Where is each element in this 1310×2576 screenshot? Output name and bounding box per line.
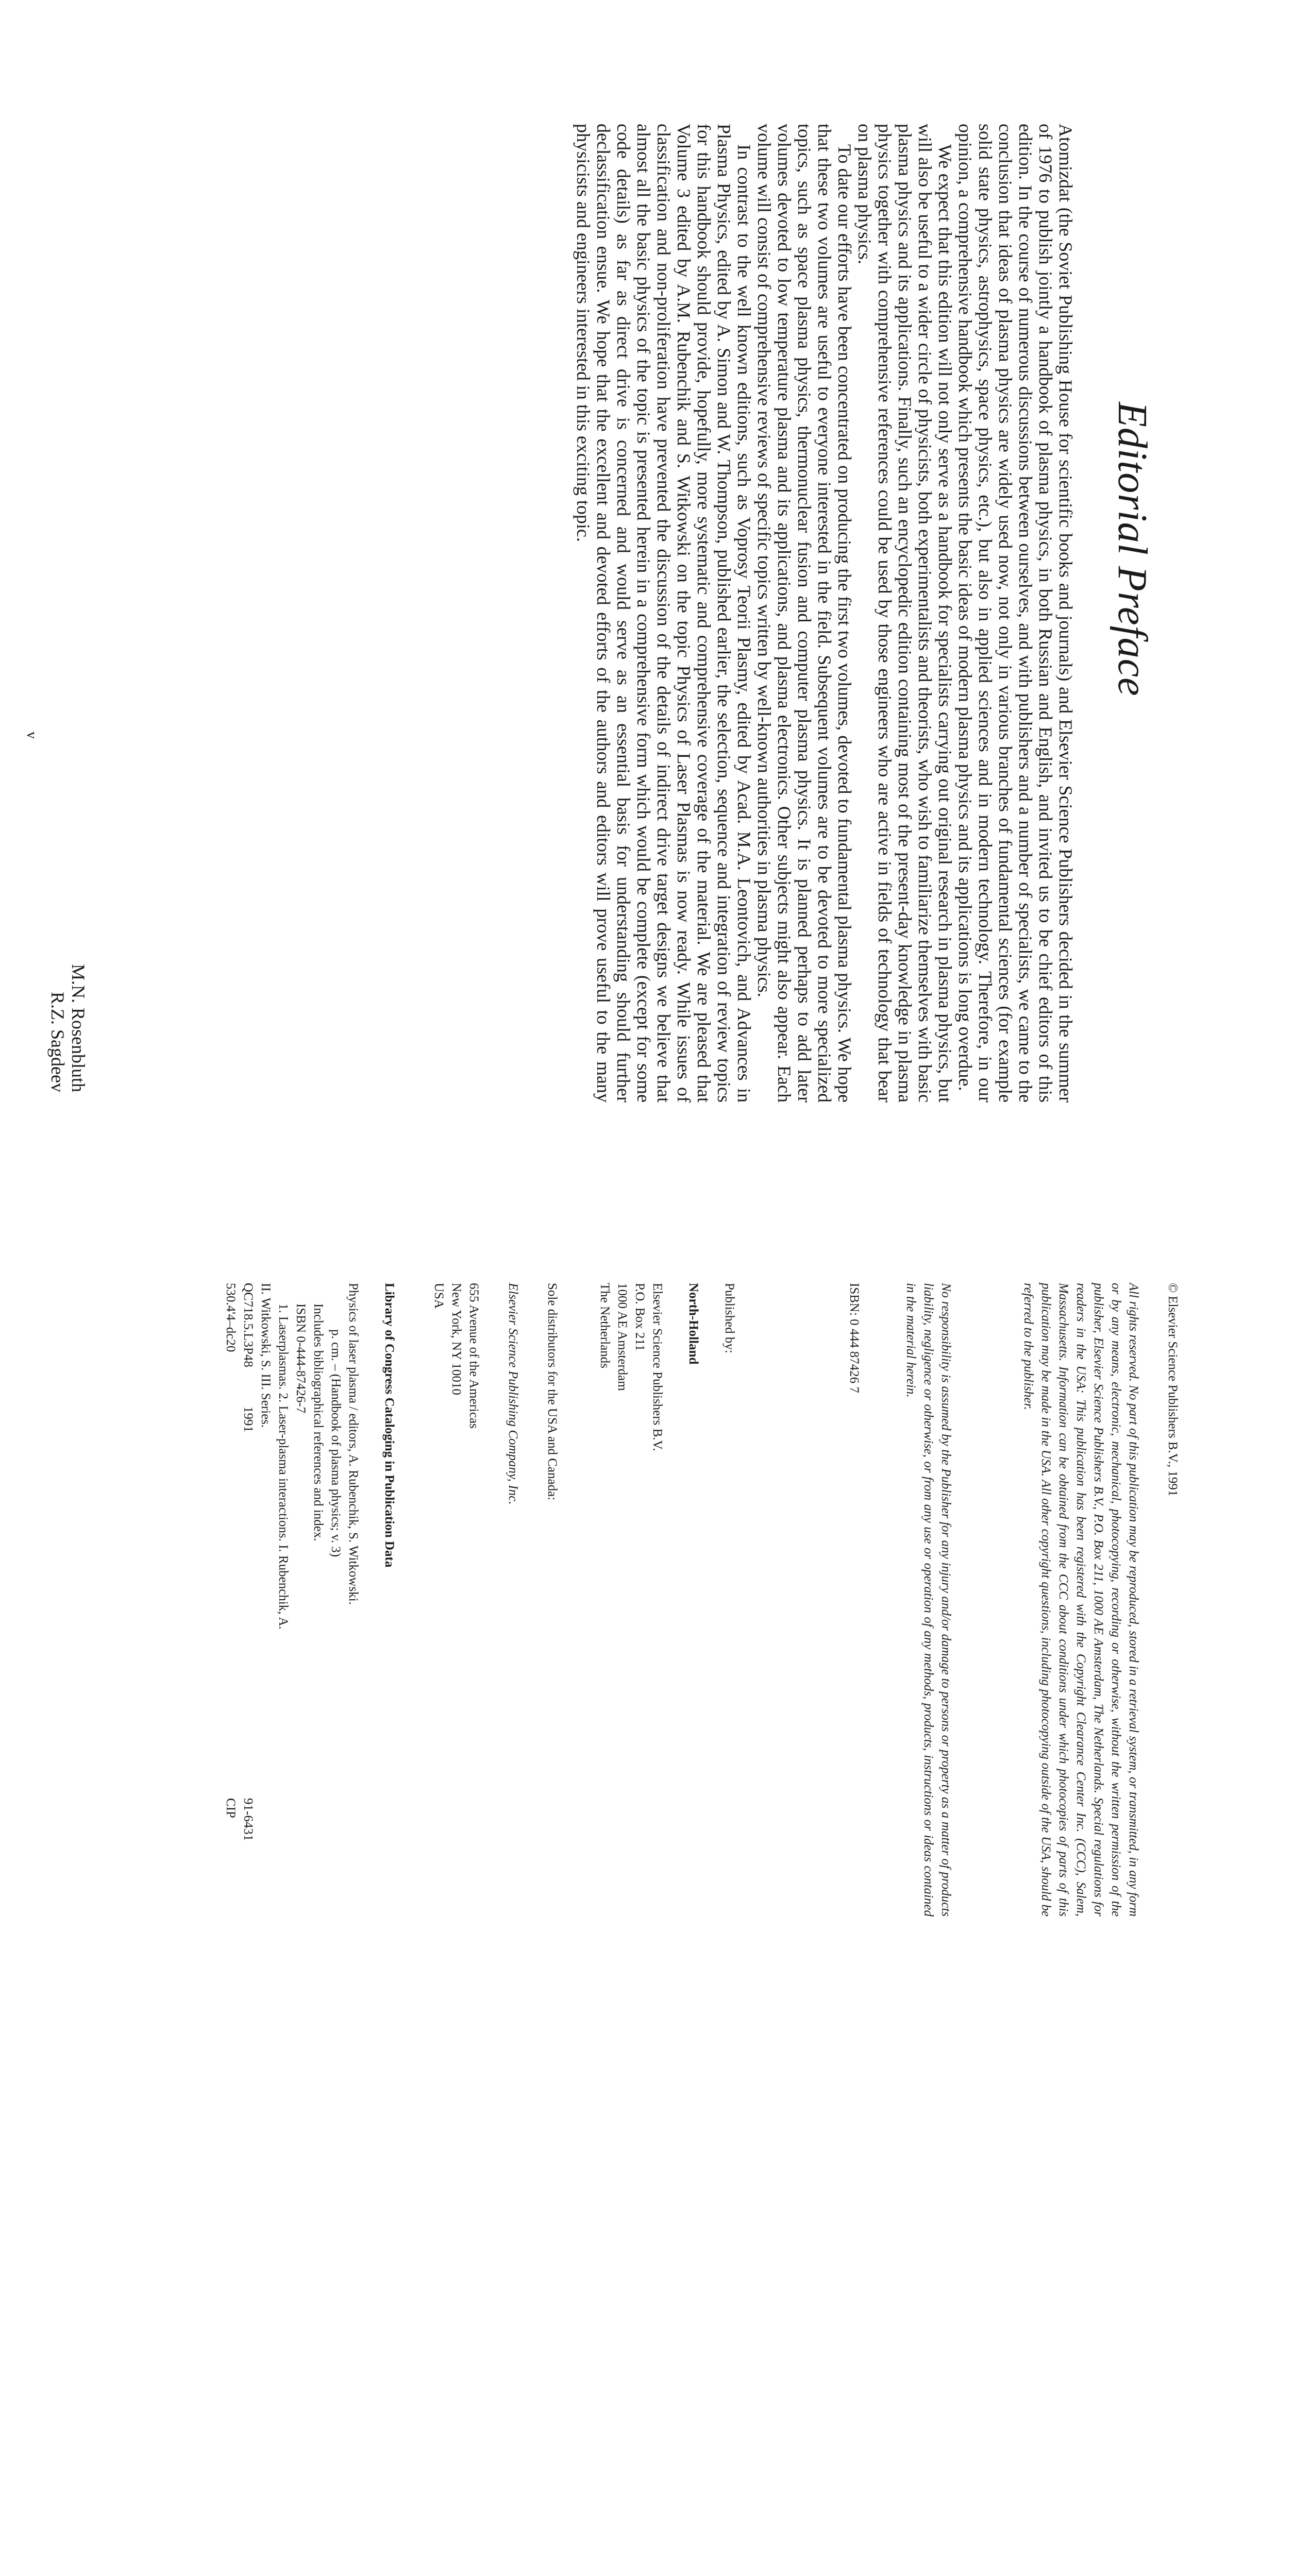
- address-line: P.O. Box 211: [633, 1283, 647, 1351]
- rights-statement: All rights reserved. No part of this publication may be reproduced, stored in a retrieval system, or transmitted, in any form or by any means, electronic, mechanical, photocopying, recording or otherwise, without the written permission of the publisher, Elsevier Science Publishers B.V., P.O. Box 211, 1000 AE Amsterdam, The Netherlands. Special regulations for readers in the USA: This publication has been registered with the Copyright Clearance Center Inc. (CCC), Salem, Massachusetts. Information can be obtained from the CCC about conditions under which photocopies of parts of this publication may be made in the USA. All other copyright questions, including photocopying outside of the USA, should be referred to the publisher.: [1021, 1283, 1140, 1917]
- preface-paragraph: We expect that this edition will not only serve as a handbook for specialists carrying out original research in plasma physics, but will also be useful to a wider circle of physicists, both experimentalists and theorists, who wish to familiarize themselves with basic plasma physics and its applications. Finally, such an encyclopedic edition containing most of the present-day knowledge in plasma physics together with comprehensive references could be used by those engineers who are active in fields of technology that bear on plasma physics.: [854, 124, 955, 1103]
- preface-paragraph: To date our efforts have been concentrated on producing the first two volumes, devoted to fundamental plasma physics. We hope that these two volumes are useful to everyone interested in the field. Subsequent volumes are to be devoted to more specialized topics, such as space plasma physics, thermonuclear fusion and computer plasma physics. It is planned perhaps to add later volumes devoted to low temperature plasma and its applications, and plasma electronics. Other subjects might also appear. Each volume will consist of comprehensive reviews of specific topics written by well-known authorities in plasma physics.: [754, 124, 855, 1103]
- cataloging-line: Physics of laser plasma / editors, A. Rubenchik, S. Witkowski.: [346, 1283, 360, 1605]
- lc-class-number: QC718.5.L3P48: [241, 1283, 255, 1367]
- cataloging-data: [222, 1283, 362, 1917]
- copyright-notice: © Elsevier Science Publishers B.V., 1991: [1166, 1283, 1180, 1497]
- cataloging-line: II. Witkowski, S. III. Series.: [259, 1283, 273, 1428]
- cataloging-title: Library of Congress Cataloging in Publication Data: [382, 1283, 396, 1568]
- published-by-label: Published by:: [723, 1283, 736, 1353]
- cataloging-line: p. cm. – (Handbook of plasma physics; v. 3): [329, 1329, 343, 1557]
- page-title: Editorial Preface: [1110, 402, 1155, 697]
- preface-paragraph: Atomizdat (the Soviet Publishing House for scientific books and journals) and Elsevier Science Publishers decided in the summer of 1976 to publish jointly a handbook of plasma physics, in both Russian and English, and invited us to be chief editors of this edition. In the course of numerous discussions between ourselves, and with publishers and a number of specialists, we came to the conclusion that ideas of plasma physics are widely used now, not only in various branches of fundamental sciences (for example solid state physics, astrophysics, space physics, etc.), but also in applied sciences and in modern technology. Therefore, in our opinion, a comprehensive handbook which presents the basic ideas of modern plasma physics and its applications is long overdue.: [955, 124, 1076, 1103]
- copyright-page: [0, 1283, 1181, 1917]
- classification-line: [239, 1283, 257, 1917]
- preface-paragraph: In contrast to the well known editions, such as Voprosy Teorii Plasmy, edited by Acad. M.A. Leontovich, and Advances in Plasma Physics, edited by A. Simon and W. Thompson, published earlier, the selection, sequence and integration of review topics for this handbook should provide, hopefully, more systematic and comprehensive coverage of the material. We are pleased that Volume 3 edited by A.M. Rubenchik and S. Witkowski on the topic Physics of Laser Plasmas is now ready. While issues of classification and non-proliferation have prevented the discussion of the details of indirect drive target designs we believe that almost all the basic physics of the topic is presented herein in a comprehensive form which would be complete (except for some code details) as far as direct drive is concerned and would serve as an essential basis for understanding should further declassification ensue. We hope that the excellent and devoted efforts of the authors and editors will prove useful to the many physicists and engineers interested in this exciting topic.: [573, 124, 754, 1103]
- classification-line: [222, 1283, 239, 1917]
- page-number: v: [24, 732, 40, 739]
- editorial-preface-page: [0, 113, 1310, 1103]
- us-distributor: Elsevier Science Publishing Company, Inc.: [506, 1283, 520, 1505]
- cataloging-line: ISBN 0-444-87426-7: [294, 1303, 308, 1414]
- imprint-name: North-Holland: [686, 1283, 700, 1365]
- lc-control-number: 91-6431: [241, 1798, 255, 1841]
- liability-disclaimer: No responsibility is assumed by the Publisher for any injury and/or damage to persons or property as a matter of products liability, negligence or otherwise, or from any use or operation of any methods, products, instructions or ideas contained in the material herein.: [904, 1283, 953, 1917]
- editor-signatures: [47, 922, 89, 1092]
- address-line: The Netherlands: [598, 1283, 612, 1368]
- cip-mark: CIP: [224, 1798, 238, 1818]
- address-line: USA: [432, 1283, 446, 1309]
- address-line: 1000 AE Amsterdam: [615, 1283, 629, 1391]
- address-line: 655 Avenue of the Americas: [467, 1283, 481, 1429]
- cataloging-line: Includes bibliographical references and index.: [311, 1303, 325, 1541]
- dewey-number: 530.4'4–dc20: [224, 1283, 238, 1352]
- isbn: ISBN: 0 444 87426 7: [847, 1283, 861, 1393]
- preface-body: [573, 124, 1076, 1103]
- publication-year: 1991: [241, 1406, 255, 1432]
- cataloging-line: 1. Laserplasmas. 2. Laser-plasma interactions. I. Rubenchik, A.: [276, 1303, 290, 1630]
- publisher-address: [596, 1283, 666, 1451]
- signature-name: M.N. Rosenbluth: [68, 963, 89, 1092]
- address-line: New York, NY 10010: [449, 1283, 463, 1395]
- address-line: Elsevier Science Publishers B.V.: [650, 1283, 664, 1451]
- signature-name: R.Z. Sagdeev: [47, 992, 68, 1092]
- sole-distributors-label: Sole distributors for the USA and Canada:: [545, 1283, 559, 1501]
- distributor-address: [430, 1283, 482, 1429]
